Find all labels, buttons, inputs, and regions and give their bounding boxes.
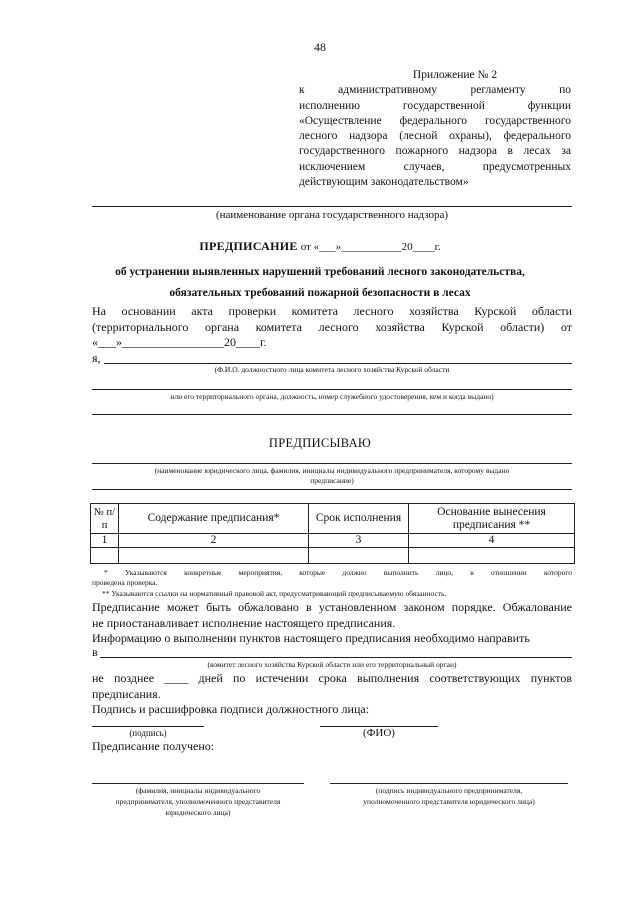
signature-caption: (подпись) xyxy=(129,728,167,738)
addressee-caption-2: предписание) xyxy=(310,476,354,485)
basis-block xyxy=(92,304,572,366)
appeal-line: Предписание может быть обжаловано в установленном законом порядке. Обжалование xyxy=(92,600,572,614)
table-row xyxy=(91,548,575,564)
received-label: Предписание получено: xyxy=(92,739,215,753)
received-sign-caption-1: (подпись индивидуального предпринимателя, xyxy=(375,786,523,795)
appendix-line: «Осуществление федерального государственного xyxy=(299,114,571,127)
table-cell: 2 xyxy=(119,534,309,548)
received-name-caption-1: (фамилия, инициалы индивидуального xyxy=(135,786,261,795)
order-subtitle-2: обязательных требований пожарной безопасности в лесах xyxy=(169,287,471,299)
footnote-1: * Указываются конкретные мероприятия, которые должно выполнить лицо, в отношении которого xyxy=(104,568,572,577)
basis-line: «___»_________________20____г. xyxy=(92,335,267,349)
addressee-caption-1: (наименование юридического лица, фамилия, инициалы индивидуального предпринимателя, которому выдано xyxy=(154,466,510,475)
official-line-3 xyxy=(92,414,572,415)
received-sign-line xyxy=(330,783,568,784)
appendix-line: лесного надзора (лесной охраны), федерального xyxy=(299,130,571,143)
table-header-row xyxy=(91,504,575,534)
table-header-deadline: Срок исполнения xyxy=(309,504,409,534)
basis-line: (территориального органа комитета лесного хозяйства Курской области) от xyxy=(92,319,572,334)
signature-label: Подпись и расшифровка подписи должностного лица: xyxy=(92,702,370,716)
official-caption-2: или его территориального органа, должность, номер служебного удостоверения, кем и когда выдано) xyxy=(170,392,494,401)
appendix-line: исключением случаев, предусмотренных xyxy=(299,160,571,173)
official-line xyxy=(104,363,572,364)
received-name-caption-3: юридического лица) xyxy=(165,808,231,817)
page-number: 48 xyxy=(314,40,326,54)
footnote-2: ** Указываются ссылки на нормативный правовой акт, предусматривающий предписываемую обязанность. xyxy=(102,589,447,598)
appendix-line: государственного пожарного надзора в лесах за xyxy=(299,145,571,158)
info-line: Информацию о выполнении пунктов настоящего предписания необходимо направить xyxy=(92,631,530,645)
table-row xyxy=(91,534,575,548)
signature-line xyxy=(92,726,204,727)
appendix-block xyxy=(299,68,571,190)
table-cell: 1 xyxy=(91,534,119,548)
order-date: от «___»___________20____г. xyxy=(300,241,441,253)
deadline-block xyxy=(92,671,572,718)
table-cell xyxy=(91,548,119,564)
appendix-line: действующим законодательством» xyxy=(299,176,469,189)
recipient-caption: (комитет лесного хозяйства Курской области или его территориальный орган) xyxy=(207,660,457,669)
prescribe-heading: ПРЕДПИСЫВАЮ xyxy=(268,436,372,450)
info-prefix: в xyxy=(92,645,98,659)
authority-line xyxy=(92,206,572,207)
table-header-content: Содержание предписания* xyxy=(119,504,309,534)
official-line-2 xyxy=(92,389,572,390)
prescription-table xyxy=(90,503,575,564)
table-cell xyxy=(119,548,309,564)
table-cell: 4 xyxy=(409,534,575,548)
authority-caption: (наименование органа государственного надзора) xyxy=(215,209,449,221)
order-subtitle-1: об устранении выявленных нарушений требований лесного законодательства, xyxy=(115,266,525,278)
table-cell: 3 xyxy=(309,534,409,548)
received-name-caption-2: предпринимателя, уполномоченного представителя xyxy=(115,797,281,806)
deadline-line: не позднее ____ дней по истечении срока выполнения соответствующих пунктов xyxy=(92,671,572,685)
order-title: ПРЕДПИСАНИЕ xyxy=(199,239,298,253)
official-caption: (Ф.И.О. должностного лица комитета лесного хозяйства Курской области xyxy=(214,365,450,374)
appeal-line: не приостанавливает исполнение настоящего предписания. xyxy=(92,615,396,630)
basis-line: На основании акта проверки комитета лесного хозяйства Курской области xyxy=(92,304,572,318)
addressee-line xyxy=(92,463,572,464)
appendix-line: исполнению государственной функции xyxy=(299,99,571,112)
table-cell xyxy=(309,548,409,564)
table-cell xyxy=(409,548,575,564)
appendix-line: к административному регламенту по xyxy=(299,84,571,97)
addressee-line-2 xyxy=(92,489,572,490)
table-header-number: № п/п xyxy=(91,504,119,534)
recipient-line xyxy=(100,657,572,658)
deadline-line: предписания. xyxy=(92,686,161,701)
footnote-1-cont: проведена проверка. xyxy=(92,578,158,587)
order-title-row xyxy=(0,239,640,254)
basis-line: я, xyxy=(92,350,101,365)
appendix-title: Приложение № 2 xyxy=(412,69,498,81)
received-name-line xyxy=(92,783,304,784)
table-header-basis: Основание вынесения предписания ** xyxy=(409,504,575,534)
appeal-block xyxy=(92,600,572,647)
fio-caption: (ФИО) xyxy=(363,727,395,739)
received-sign-caption-2: уполномоченного представителя юридического лица) xyxy=(363,797,535,806)
